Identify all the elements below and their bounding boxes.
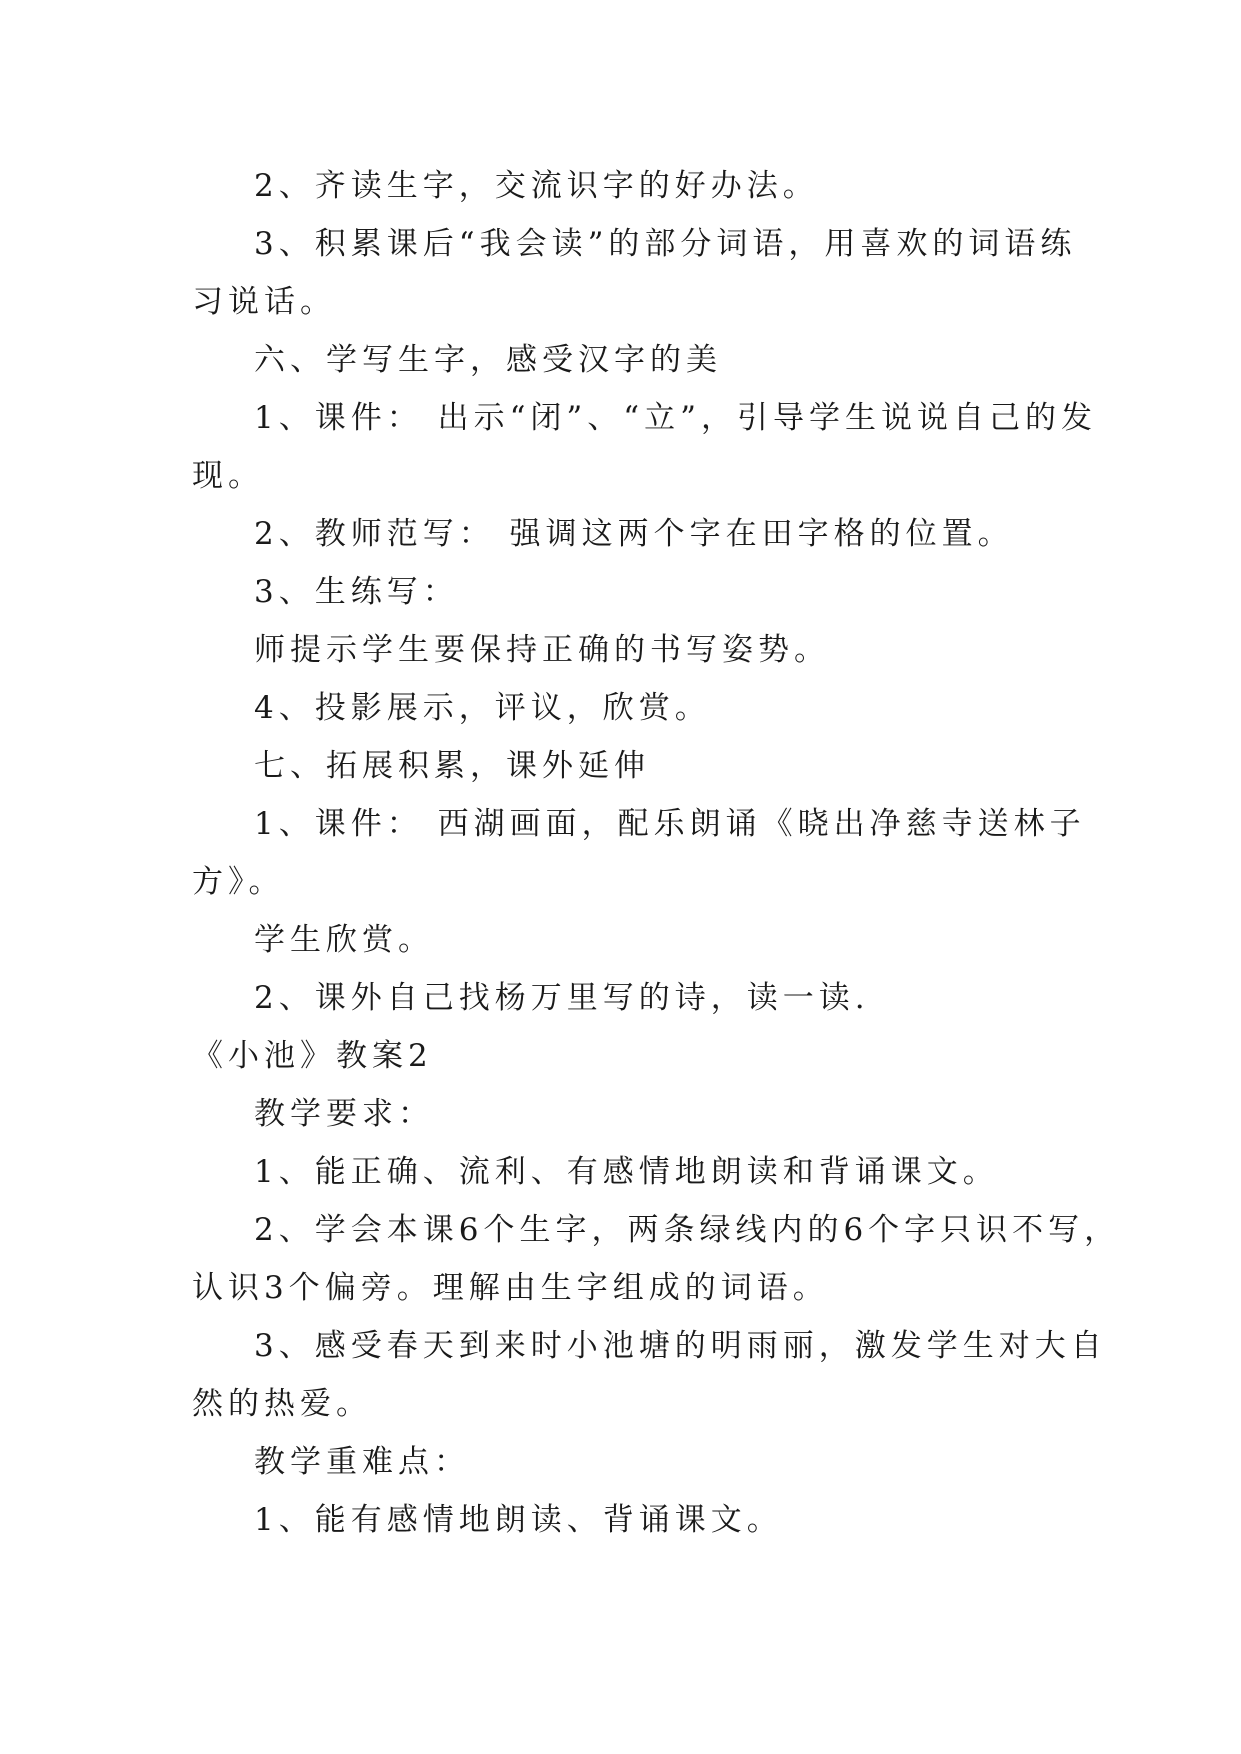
paragraph-line: 3、感受春天到来时小池塘的明雨丽，激发学生对大自 <box>254 1328 1107 1364</box>
paragraph-line: 1、能正确、流利、有感情地朗读和背诵课文。 <box>254 1154 999 1190</box>
section-heading: 教学重难点： <box>254 1444 470 1480</box>
paragraph-line: 认识3个偏旁。理解由生字组成的词语。 <box>192 1270 829 1306</box>
paragraph-line: 师提示学生要保持正确的书写姿势。 <box>254 632 830 668</box>
paragraph-line: 4、投影展示，评议，欣赏。 <box>254 690 711 726</box>
section-heading: 教学要求： <box>254 1096 434 1132</box>
section-heading: 七、拓展积累，课外延伸 <box>254 748 650 784</box>
paragraph-line: 现。 <box>192 458 264 494</box>
paragraph-line: 然的热爱。 <box>192 1386 372 1422</box>
paragraph-line: 2、齐读生字，交流识字的好办法。 <box>254 168 819 204</box>
paragraph-line: 1、课件： 出示“闭”、“立”，引导学生说说自己的发 <box>254 400 1097 436</box>
document-title: 《小池》教案2 <box>192 1038 433 1074</box>
paragraph-line: 1、课件： 西湖画面，配乐朗诵《晓出净慈寺送林子 <box>254 806 1086 842</box>
paragraph-line: 3、积累课后“我会读”的部分词语，用喜欢的词语练 <box>254 226 1077 262</box>
section-heading: 六、学写生字，感受汉字的美 <box>254 342 722 378</box>
paragraph-line: 3、生练写： <box>254 574 459 610</box>
paragraph-line: 1、能有感情地朗读、背诵课文。 <box>254 1502 783 1538</box>
paragraph-line: 习说话。 <box>192 284 336 320</box>
paragraph-line: 2、学会本课6个生字，两条绿线内的6个字只识不写， <box>254 1212 1121 1248</box>
paragraph-line: 方》。 <box>192 864 285 900</box>
paragraph-line: 学生欣赏。 <box>254 922 434 958</box>
paragraph-line: 2、课外自己找杨万里写的诗，读一读. <box>254 980 870 1016</box>
document-body <box>192 157 1121 1549</box>
paragraph-line: 2、教师范写： 强调这两个字在田字格的位置。 <box>254 516 1014 552</box>
